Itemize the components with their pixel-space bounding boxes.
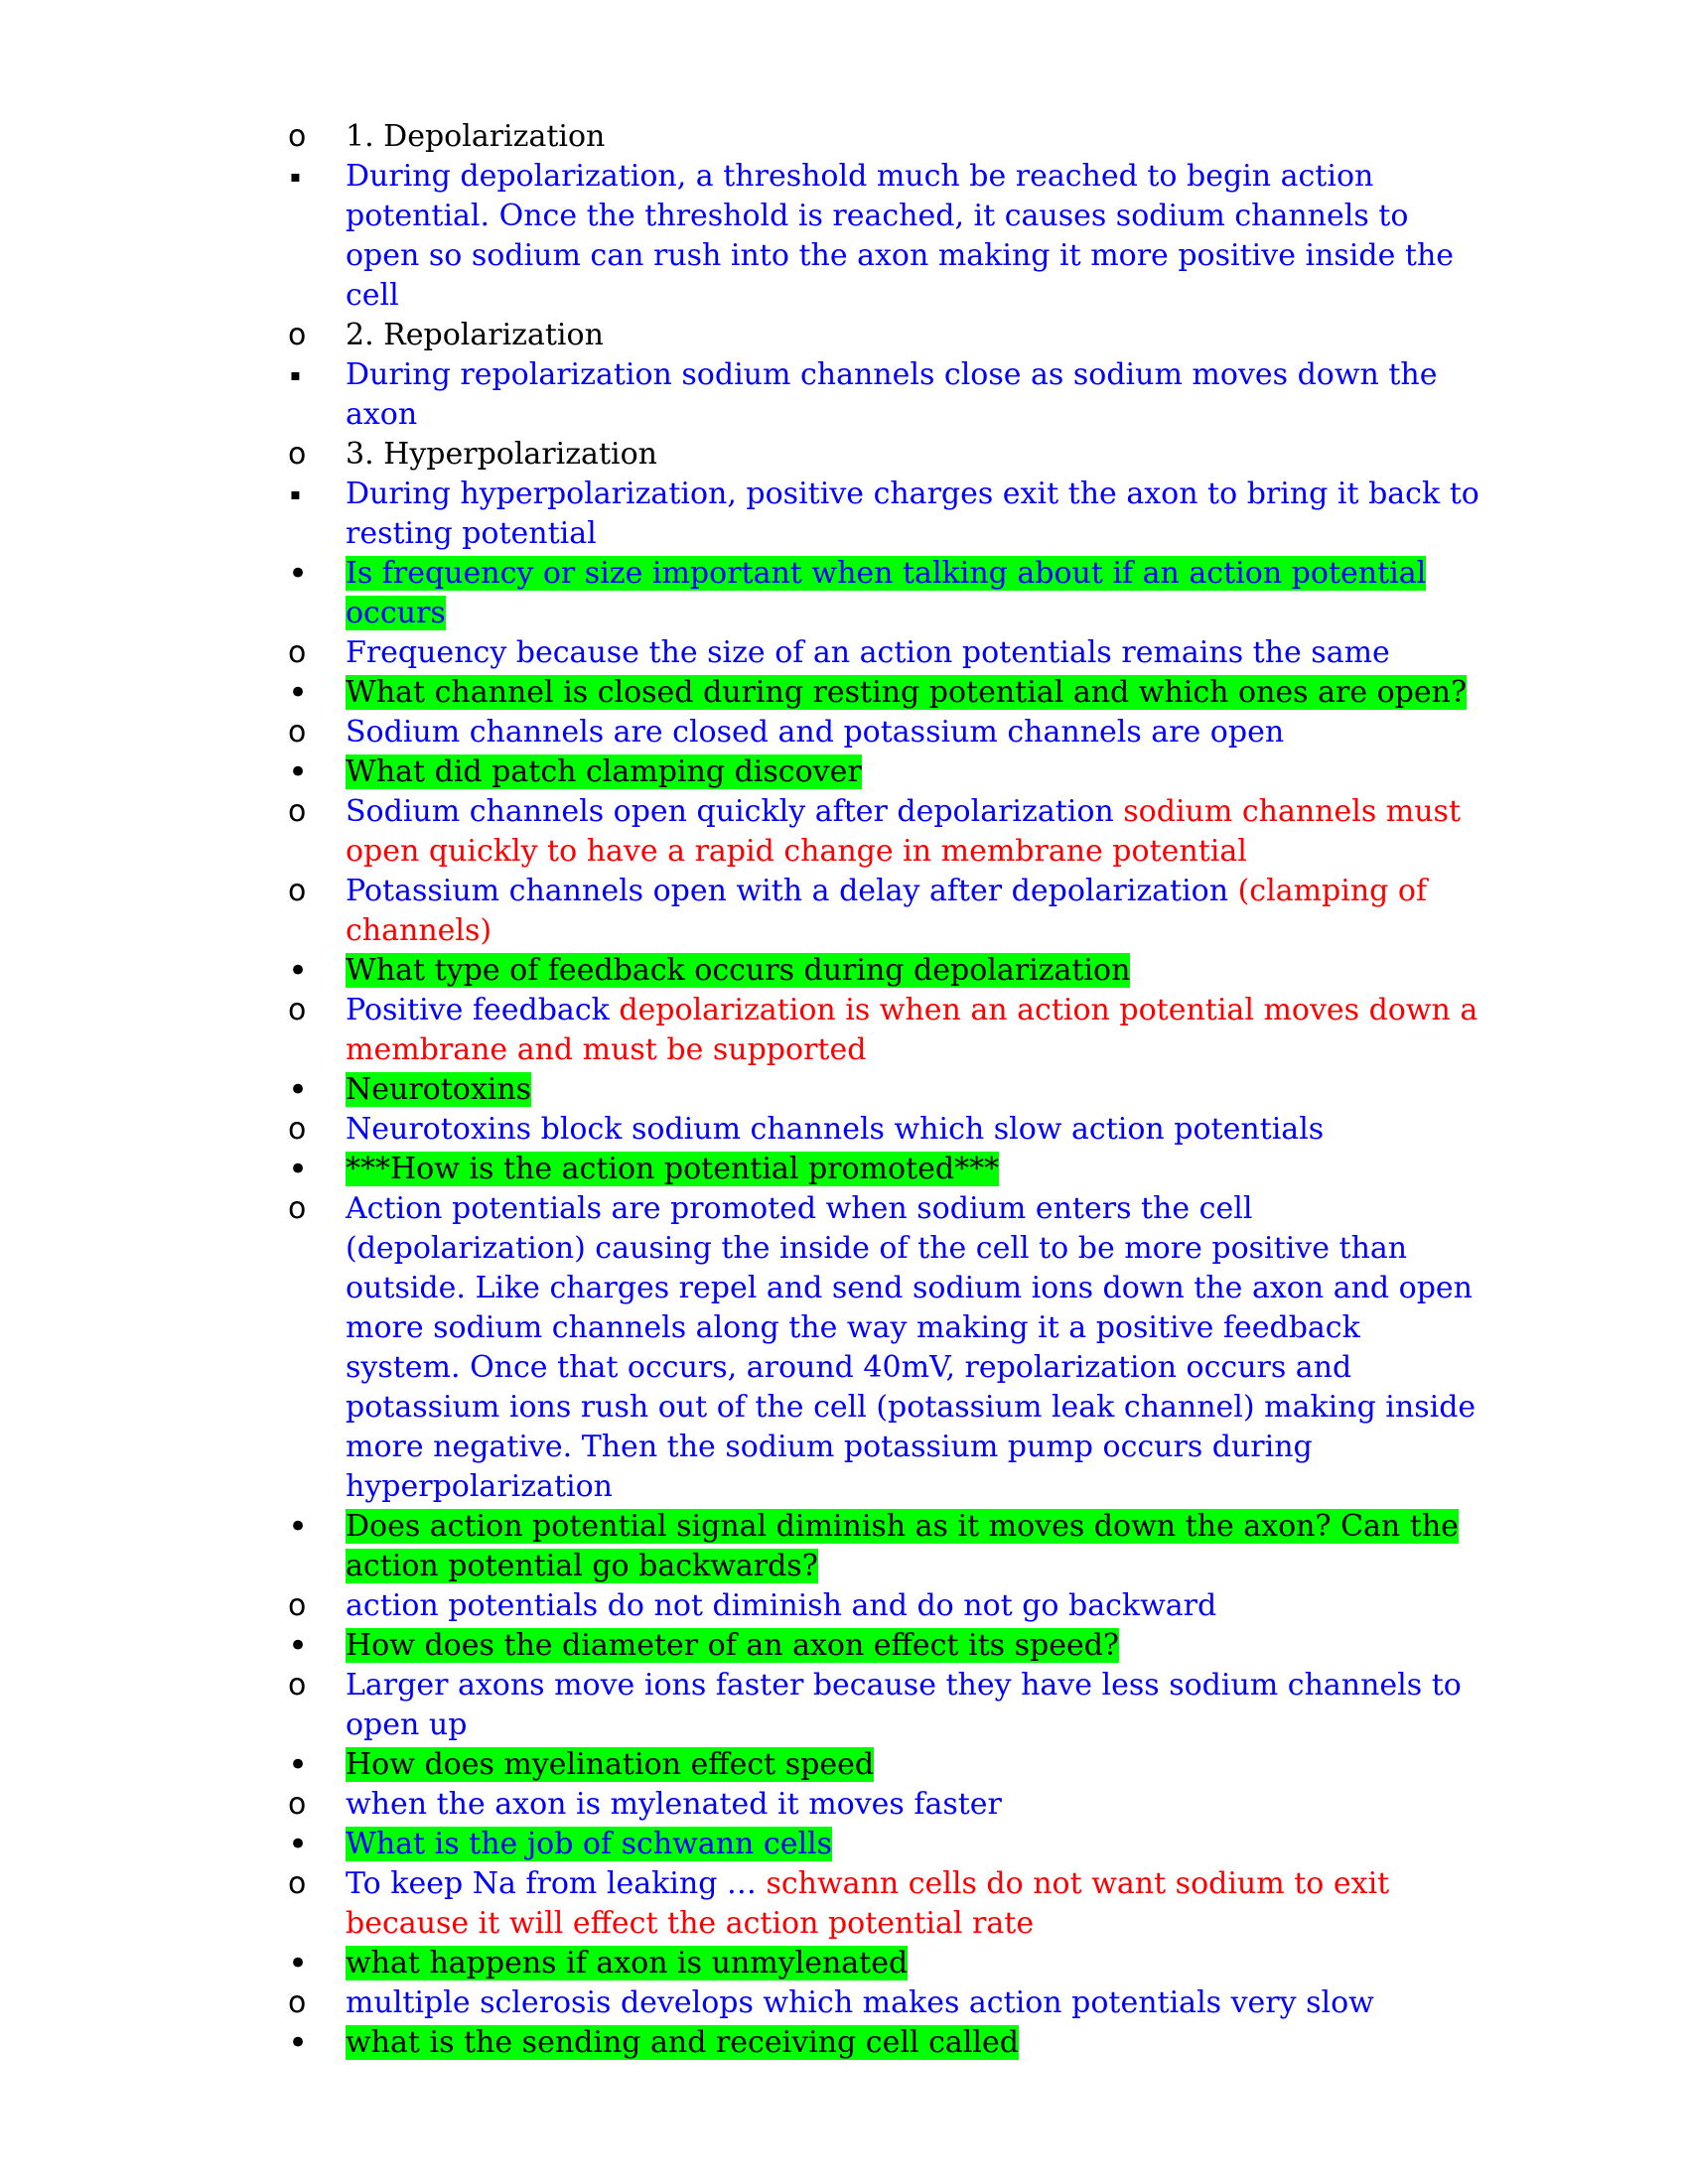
text-run: Neurotoxins block sodium channels which slow action potentials — [346, 1112, 1325, 1147]
item-text — [346, 1070, 1479, 1110]
item-text — [346, 1507, 1479, 1586]
text-run: During repolarization sodium channels close as sodium moves down the axon — [346, 357, 1438, 432]
hollow-circle-bullet-icon: o — [288, 874, 307, 908]
answer-item — [288, 355, 1479, 435]
item-text — [346, 475, 1479, 554]
text-run: 2. Repolarization — [346, 318, 604, 352]
highlighted-text-run: How does the diameter of an axon effect its speed? — [346, 1628, 1119, 1663]
highlighted-text-run: What channel is closed during resting potential and which ones are open? — [346, 675, 1468, 710]
hollow-circle-bullet-icon: o — [288, 318, 307, 352]
highlighted-text-run: How does myelination effect speed — [346, 1747, 875, 1782]
answer-item — [288, 1785, 1479, 1825]
text-run: Action potentials are promoted when sodium enters the cell (depolarization) causing the inside of the cell to be more positive than outside. Like charges repel and send sodium ions down the axon and open more sodium channels along the way making it a positive feedback system. Once that occurs, around 40mV, repolarization occurs and potassium ions rush out of the cell (potassium leak channel) making inside more negative. Then the sodium potassium pump occurs during hyperpolarization — [346, 1191, 1477, 1504]
text-run: depolarization is when an action potential moves down a membrane and must be supported — [346, 993, 1478, 1067]
question-item — [288, 2023, 1479, 2063]
hollow-circle-bullet-icon: o — [288, 715, 307, 750]
question-item — [288, 1626, 1479, 1666]
text-run: (clamping of channels) — [346, 874, 1428, 948]
answer-item — [288, 435, 1479, 475]
highlighted-text-run: what is the sending and receiving cell called — [346, 2025, 1019, 2060]
text-run: During depolarization, a threshold much be reached to begin action potential. Once the threshold is reached, it causes sodium channels to open so sodium can rush into the axon making it more positive inside the cell — [346, 159, 1455, 313]
item-text — [346, 1666, 1479, 1745]
item-text — [346, 1785, 1479, 1825]
question-item — [288, 1507, 1479, 1586]
text-run: Potassium channels open with a delay after depolarization — [346, 874, 1238, 908]
item-text — [346, 554, 1479, 633]
hollow-circle-bullet-icon: o — [288, 1112, 307, 1147]
text-run: multiple sclerosis develops which makes action potentials very slow — [346, 1985, 1374, 2020]
item-text — [346, 1586, 1479, 1626]
text-run: 3. Hyperpolarization — [346, 437, 657, 472]
text-run: Frequency because the size of an action potentials remains the same — [346, 635, 1390, 670]
question-item — [288, 1745, 1479, 1785]
hollow-circle-bullet-icon: o — [288, 1866, 307, 1901]
text-run: Larger axons move ions faster because they have less sodium channels to open up — [346, 1668, 1462, 1742]
highlighted-text-run: Does action potential signal diminish as it moves down the axon? Can the action potential go backwards? — [346, 1509, 1459, 1583]
hollow-circle-bullet-icon: o — [288, 635, 307, 670]
round-bullet-icon: • — [288, 1507, 309, 1547]
round-bullet-icon: • — [288, 554, 309, 594]
hollow-circle-bullet-icon: o — [288, 437, 307, 472]
highlighted-text-run: Neurotoxins — [346, 1072, 532, 1107]
round-bullet-icon: • — [288, 752, 309, 792]
question-item — [288, 673, 1479, 713]
square-bullet-icon: ▪ — [290, 484, 301, 503]
round-bullet-icon: • — [288, 1944, 309, 1983]
item-text — [346, 157, 1479, 316]
answer-item — [288, 117, 1479, 157]
round-bullet-icon: • — [288, 2023, 309, 2063]
text-run: action potentials do not diminish and do not go backward — [346, 1588, 1217, 1623]
item-text — [346, 633, 1479, 673]
answer-item — [288, 713, 1479, 752]
answer-item — [288, 872, 1479, 951]
item-text — [346, 1983, 1479, 2023]
item-text — [346, 991, 1479, 1070]
answer-item — [288, 792, 1479, 872]
item-text — [346, 1944, 1479, 1983]
text-run: schwann cells do not want sodium to exit because it will effect the action potential rate — [346, 1866, 1390, 1941]
round-bullet-icon: • — [288, 1745, 309, 1785]
answer-item — [288, 633, 1479, 673]
hollow-circle-bullet-icon: o — [288, 119, 307, 154]
notes-list — [288, 117, 1479, 2063]
answer-item — [288, 157, 1479, 316]
item-text — [346, 1745, 1479, 1785]
item-text — [346, 1825, 1479, 1864]
item-text — [346, 1150, 1479, 1189]
highlighted-text-run: what happens if axon is unmylenated — [346, 1946, 909, 1980]
item-text — [346, 435, 1479, 475]
text-run: Positive feedback — [346, 993, 620, 1027]
answer-item — [288, 991, 1479, 1070]
hollow-circle-bullet-icon: o — [288, 1985, 307, 2020]
text-run: sodium channels must open quickly to have a rapid change in membrane potential — [346, 794, 1461, 869]
answer-item — [288, 1666, 1479, 1745]
text-run: To keep Na from leaking … — [346, 1866, 767, 1901]
round-bullet-icon: • — [288, 951, 309, 991]
round-bullet-icon: • — [288, 1626, 309, 1666]
item-text — [346, 872, 1479, 951]
round-bullet-icon: • — [288, 1825, 309, 1864]
text-run: 1. Depolarization — [346, 119, 606, 154]
item-text — [346, 951, 1479, 991]
highlighted-text-run: ***How is the action potential promoted*** — [346, 1152, 1000, 1186]
text-run: Sodium channels open quickly after depolarization — [346, 794, 1124, 829]
answer-item — [288, 1983, 1479, 2023]
item-text — [346, 117, 1479, 157]
answer-item — [288, 475, 1479, 554]
text-run: During hyperpolarization, positive charges exit the axon to bring it back to resting potential — [346, 477, 1479, 551]
question-item — [288, 1825, 1479, 1864]
question-item — [288, 1944, 1479, 1983]
hollow-circle-bullet-icon: o — [288, 1588, 307, 1623]
item-text — [346, 792, 1479, 872]
question-item — [288, 752, 1479, 792]
text-run: Sodium channels are closed and potassium channels are open — [346, 715, 1285, 750]
question-item — [288, 1070, 1479, 1110]
answer-item — [288, 1864, 1479, 1944]
highlighted-text-run: What did patch clamping discover — [346, 754, 862, 789]
question-item — [288, 554, 1479, 633]
hollow-circle-bullet-icon: o — [288, 1668, 307, 1703]
square-bullet-icon: ▪ — [290, 167, 301, 186]
item-text — [346, 1189, 1479, 1507]
answer-item — [288, 1586, 1479, 1626]
item-text — [346, 316, 1479, 355]
highlighted-text-run: What type of feedback occurs during depolarization — [346, 953, 1131, 988]
hollow-circle-bullet-icon: o — [288, 1191, 307, 1226]
hollow-circle-bullet-icon: o — [288, 794, 307, 829]
round-bullet-icon: • — [288, 1150, 309, 1189]
round-bullet-icon: • — [288, 1070, 309, 1110]
highlighted-text-run: Is frequency or size important when talking about if an action potential occurs — [346, 556, 1427, 630]
hollow-circle-bullet-icon: o — [288, 993, 307, 1027]
answer-item — [288, 1110, 1479, 1150]
square-bullet-icon: ▪ — [290, 365, 301, 384]
item-text — [346, 1626, 1479, 1666]
answer-item — [288, 1189, 1479, 1507]
highlighted-text-run: What is the job of schwann cells — [346, 1827, 833, 1861]
hollow-circle-bullet-icon: o — [288, 1787, 307, 1822]
round-bullet-icon: • — [288, 673, 309, 713]
question-item — [288, 1150, 1479, 1189]
item-text — [346, 713, 1479, 752]
question-item — [288, 951, 1479, 991]
answer-item — [288, 316, 1479, 355]
item-text — [346, 355, 1479, 435]
item-text — [346, 1110, 1479, 1150]
item-text — [346, 2023, 1479, 2063]
item-text — [346, 673, 1479, 713]
text-run: when the axon is mylenated it moves faster — [346, 1787, 1002, 1822]
item-text — [346, 752, 1479, 792]
item-text — [346, 1864, 1479, 1944]
